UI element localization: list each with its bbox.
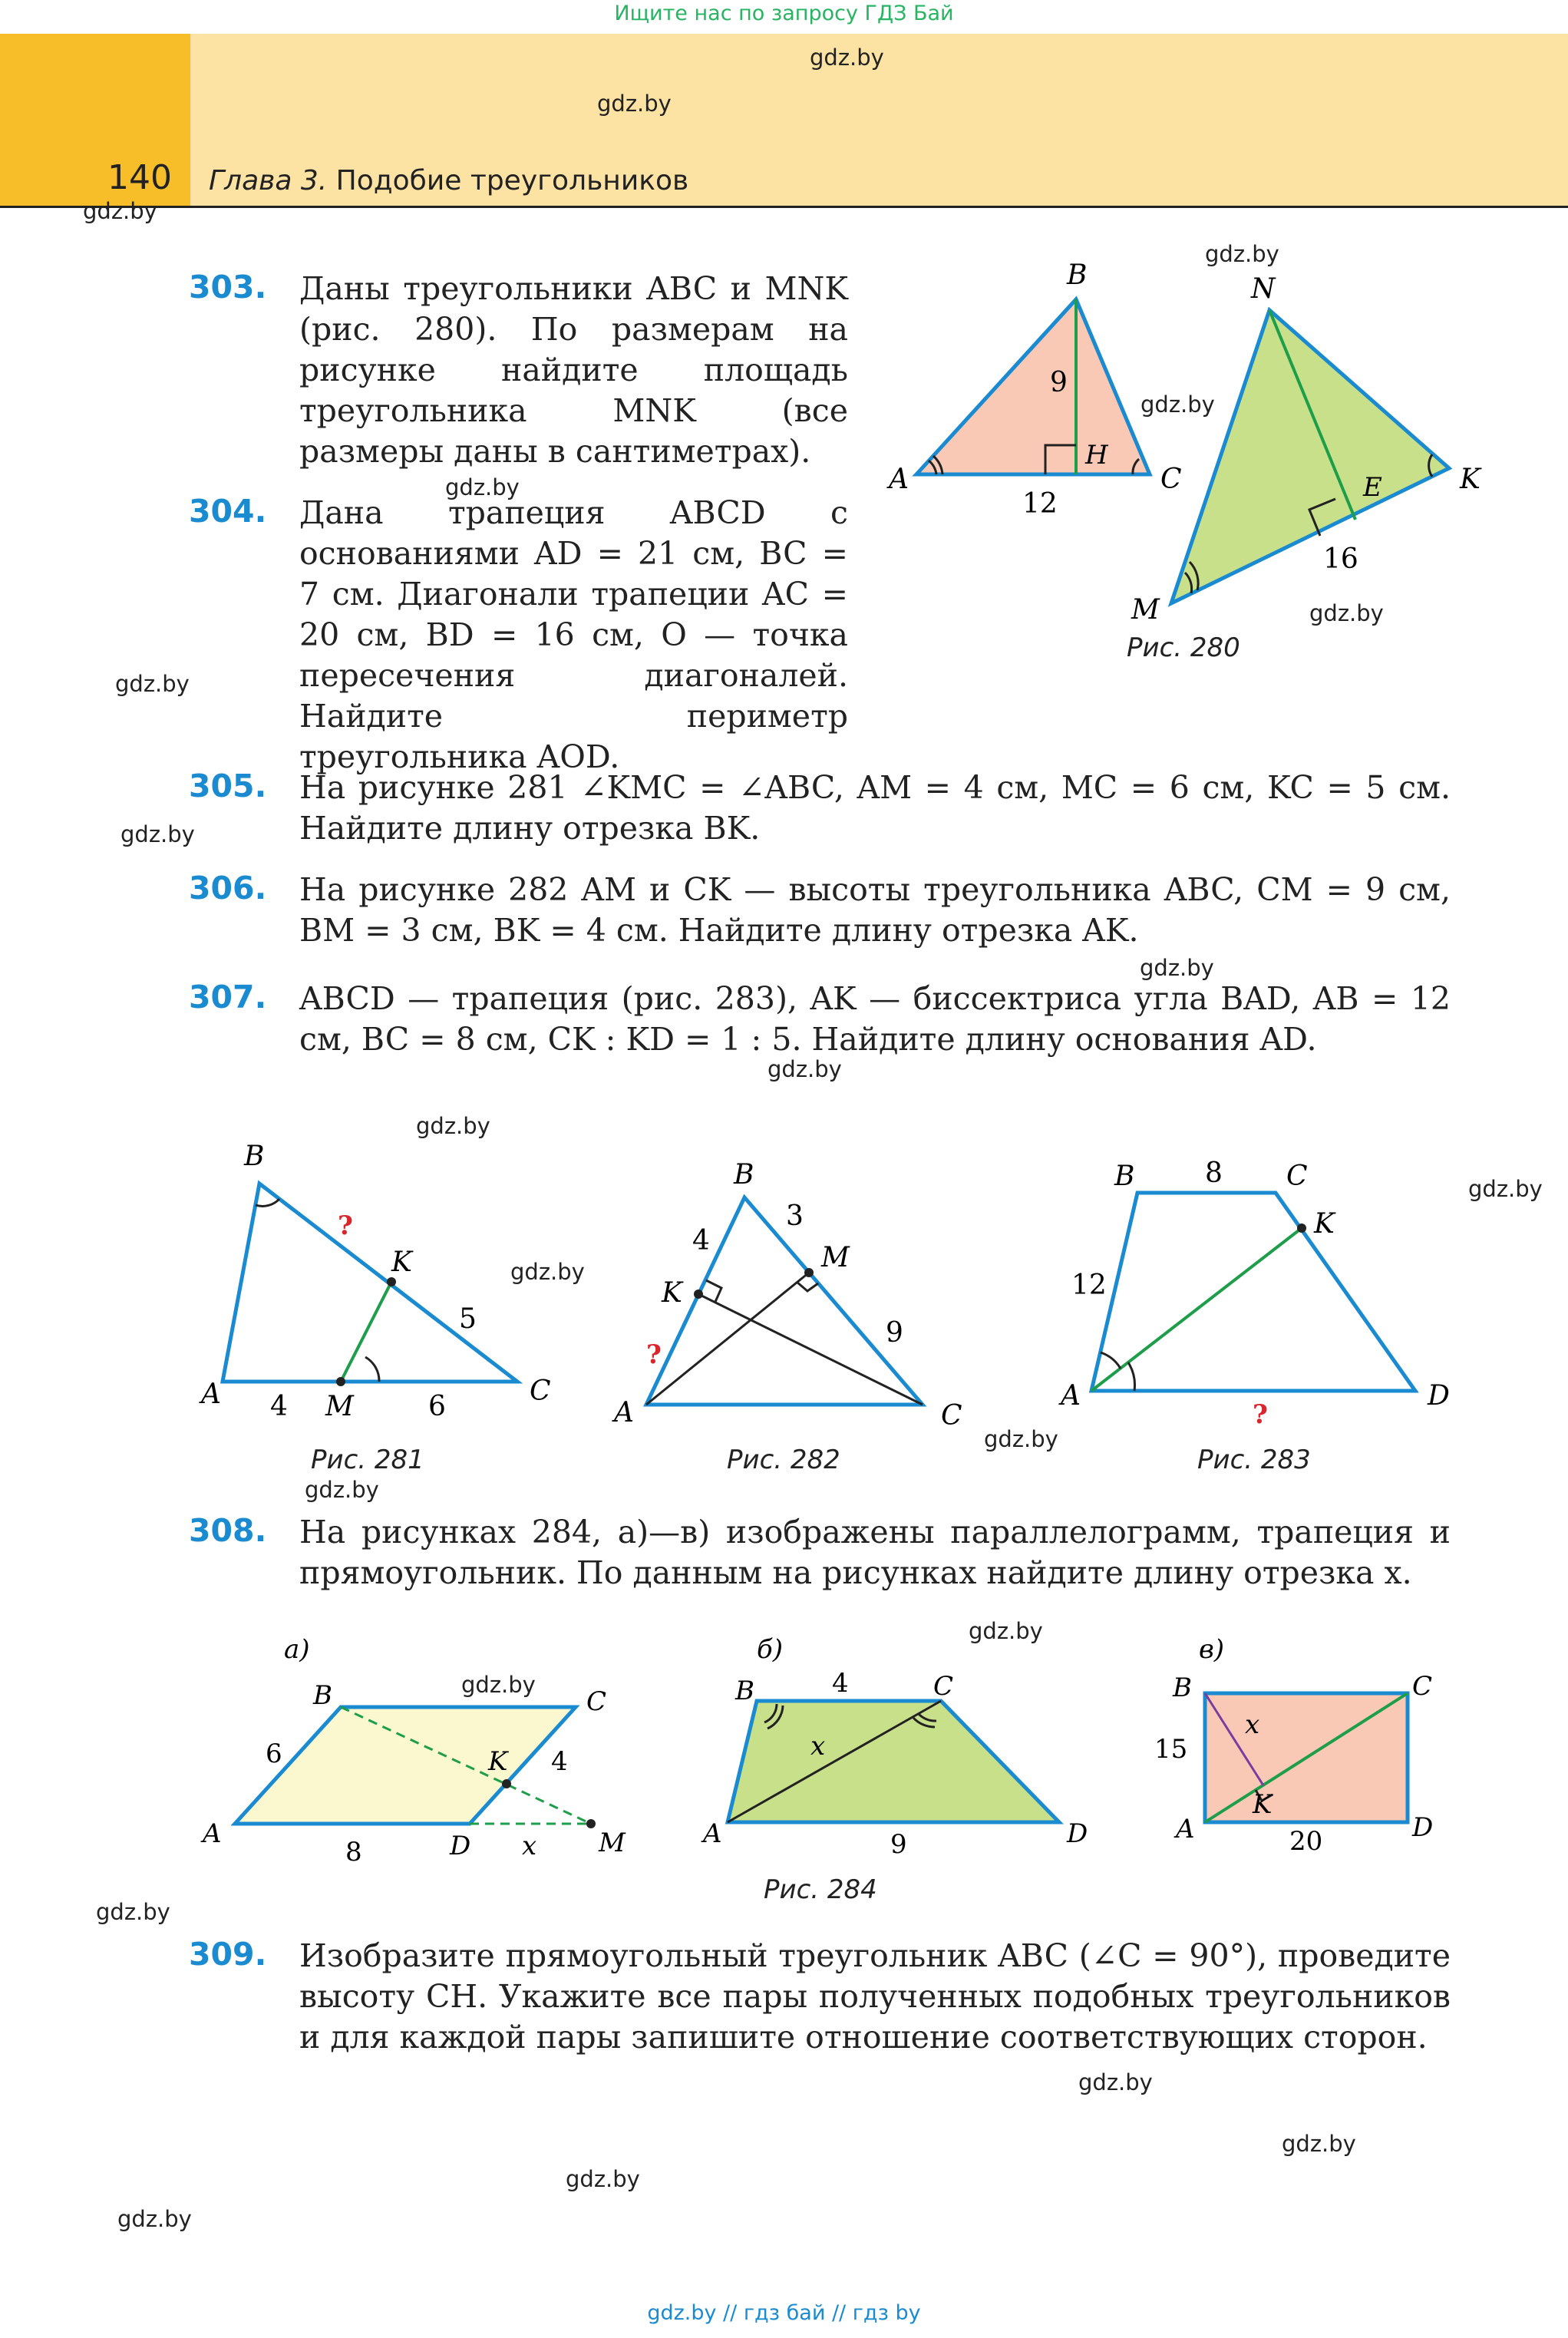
label-mk-16: 16 [1323,543,1358,575]
label-ab-15: 15 [1154,1734,1188,1765]
segment-mk [341,1282,391,1382]
watermark: gdz.by [1282,2131,1356,2157]
figure-280 [875,253,1504,675]
figure-282 [599,1151,982,1443]
label-c: C [1286,1161,1308,1192]
label-b: B [1067,259,1088,291]
label-c: C [530,1375,551,1407]
label-c: C [1412,1671,1433,1702]
label-kc-4: 4 [551,1746,568,1777]
watermark: gdz.by [984,1426,1058,1452]
label-bc-8: 8 [1205,1157,1223,1189]
problem-text-307: ABCD — трапеция (рис. 283), AK — биссектриса угла BAD, AB = 12 см, BC = 8 см, CK : KD = 1 : 5. Найдите длину основания AD. [299,980,1451,1058]
label-x: x [1245,1709,1260,1740]
trapezoid-abcd [1091,1193,1415,1391]
parallelogram-abcd [235,1707,576,1824]
right-angle-mark [797,1282,818,1291]
label-m: M [821,1242,850,1273]
label-kc-5: 5 [459,1303,477,1335]
problem-number-303: 303. [189,269,267,305]
watermark: gdz.by [566,2166,640,2192]
label-d: D [450,1831,471,1861]
label-c: C [586,1686,607,1717]
label-k: K [1460,464,1481,495]
watermark: gdz.by [305,1477,379,1503]
tag-c: в) [1199,1634,1225,1665]
caption-fig-281: Рис. 281 [311,1445,424,1475]
figure-284a [184,1620,645,1881]
angle-arc [1101,1352,1121,1369]
point-k [1297,1223,1306,1233]
label-bc-4: 4 [832,1668,849,1699]
watermark: gdz.by [96,1899,170,1925]
label-unknown: ? [338,1210,353,1241]
label-a: A [1061,1380,1081,1412]
problem-number-306: 306. [189,870,267,906]
label-a: A [703,1818,722,1849]
point-k [502,1779,511,1788]
label-d: D [1428,1380,1450,1412]
top-banner: Ищите нас по запросу ГДЗ Бай [614,2,954,25]
triangle-abc [223,1184,517,1382]
label-ab-6: 6 [266,1739,282,1769]
problem-number-307: 307. [189,979,267,1015]
caption-fig-284: Рис. 284 [764,1874,877,1905]
label-c: C [933,1671,954,1702]
point-m [804,1268,814,1277]
point-m [586,1819,596,1828]
figure-284b [675,1620,1105,1881]
problem-number-305: 305. [189,768,267,804]
label-base-12: 12 [1022,488,1058,520]
label-k: K [662,1277,682,1309]
problem-text-304: Дана трапеция ABCD с основаниями AD = 21 см, BC = 7 см. Диагонали трапеции AC = 20 см, BD = 16 см, O — точка пересечения диагоналей. Найдите периметр треугольника AOD. [299,494,848,775]
header-rule [0,206,1568,208]
point-k [694,1290,703,1299]
label-a: A [203,1818,222,1849]
label-c: C [941,1400,962,1432]
chapter-title [209,165,688,196]
caption-fig-282: Рис. 282 [727,1445,840,1475]
label-unknown: ? [1253,1399,1268,1430]
triangle-abc [916,299,1150,474]
tag-b: б) [757,1634,784,1665]
watermark: gdz.by [83,198,157,224]
angle-arc-b [256,1199,279,1206]
problem-number-308: 308. [189,1512,267,1549]
watermark: gdz.by [1309,600,1384,626]
chapter-name: Подобие треугольников [327,165,689,196]
watermark: gdz.by [969,1618,1043,1644]
problem-number-304: 304. [189,493,267,530]
watermark: gdz.by [461,1672,536,1698]
angle-arc-m [365,1357,379,1382]
problem-text-308: На рисунках 284, а)—в) изображены параллелограмм, трапеция и прямоугольник. По данным на рисунках найдите длину отрезка x. [299,1514,1451,1591]
problem-text-303: Даны треугольники ABC и MNK (рис. 280). По размерам на рисунке найдите площадь треугольника MNK (все размеры даны в сантиметрах). [299,270,848,470]
caption-fig-283: Рис. 283 [1197,1445,1311,1475]
label-d: D [1067,1818,1088,1849]
label-mc-6: 6 [428,1391,446,1422]
label-unknown: ? [646,1339,662,1370]
problem-text-306: На рисунке 282 AM и CK — высоты треугольника ABC, CM = 9 см, BM = 3 см, BK = 4 см. Найдите длину отрезка AK. [299,871,1451,949]
height-ck [698,1294,923,1405]
label-m: M [325,1391,354,1422]
label-ab-12: 12 [1071,1270,1107,1301]
page-number: 140 [107,158,172,197]
label-ad-8: 8 [345,1837,362,1867]
label-b: B [244,1141,265,1172]
label-c: C [1160,464,1182,495]
watermark: gdz.by [767,1056,842,1082]
watermark: gdz.by [120,821,195,847]
point-m [336,1377,345,1386]
caption-fig-280: Рис. 280 [1127,632,1240,663]
watermark: gdz.by [1205,241,1279,267]
figure-283 [1044,1151,1474,1443]
chapter-label: Глава 3. [209,165,328,196]
label-ad-20: 20 [1289,1826,1323,1857]
watermark: gdz.by [416,1113,490,1139]
point-k [387,1277,396,1286]
problem-text-309: Изобразите прямоугольный треугольник ABC (∠C = 90°), проведите высоту CH. Укажите все пары полученных подобных треугольников и для каждой пары запишите отношение соответствующих сторон. [299,1937,1451,2056]
label-b: B [1173,1673,1192,1703]
tag-a: а) [284,1634,310,1665]
watermark: gdz.by [115,671,190,697]
label-b: B [1114,1161,1135,1192]
watermark: gdz.by [510,1259,585,1285]
watermark: gdz.by [1140,955,1214,981]
watermark: gdz.by [445,474,520,500]
label-m: M [599,1828,626,1858]
label-k: K [1314,1208,1335,1240]
label-h: H [1085,440,1108,471]
label-k: K [1253,1789,1273,1820]
label-x: x [810,1731,826,1762]
label-k: K [488,1746,508,1777]
label-b: B [735,1676,754,1706]
problem-number-309: 309. [189,1936,267,1973]
label-m: M [1131,594,1160,626]
watermark: gdz.by [1078,2069,1153,2095]
label-a: A [889,464,909,495]
label-a: A [201,1379,221,1410]
label-ad-9: 9 [890,1829,907,1860]
problem-text-305: На рисунке 281 ∠KMC = ∠ABC, AM = 4 см, MC = 6 см, KC = 5 см. Найдите длину отрезка BK. [299,769,1451,847]
triangle-mnk [1171,310,1449,603]
label-k: K [391,1247,412,1278]
angle-arc [1128,1362,1134,1391]
label-bm-3: 3 [786,1200,804,1232]
watermark: gdz.by [1141,391,1215,418]
label-a: A [614,1397,634,1428]
label-a: A [1176,1814,1195,1844]
label-am-4: 4 [270,1391,288,1422]
figure-281 [184,1136,568,1428]
label-b: B [734,1159,754,1190]
triangle-abc [646,1197,923,1405]
label-d: D [1412,1812,1434,1843]
watermark: gdz.by [1468,1176,1543,1202]
watermark: gdz.by [597,91,672,117]
label-x: x [522,1831,537,1861]
footer-links: gdz.by // гдз бай // гдз by [647,2301,921,2325]
watermark: gdz.by [117,2206,192,2232]
label-bk-4: 4 [692,1225,710,1257]
label-height-9: 9 [1050,367,1068,398]
label-cm-9: 9 [886,1317,903,1349]
label-b: B [313,1680,332,1711]
label-n: N [1251,273,1276,305]
label-e: E [1363,472,1382,503]
watermark: gdz.by [810,45,884,71]
figure-284c [1151,1620,1504,1881]
